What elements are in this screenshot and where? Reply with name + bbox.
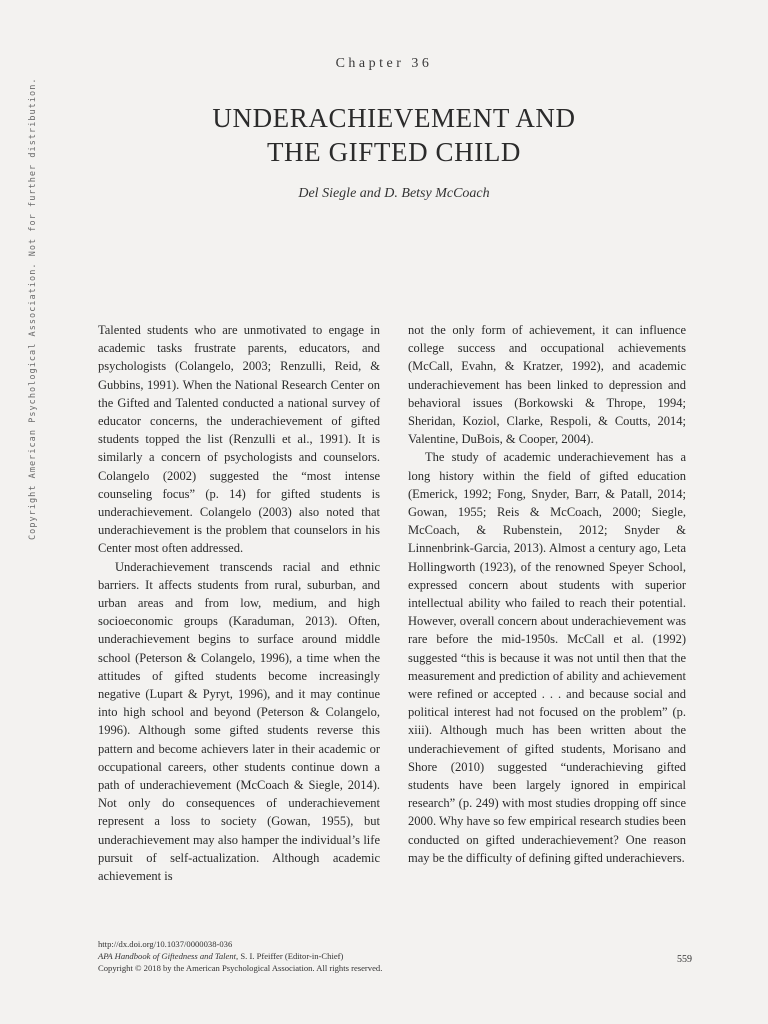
page-number: 559 <box>677 954 692 965</box>
author-line: Del Siegle and D. Betsy McCoach <box>298 186 490 201</box>
paragraph: Underachievement transcends racial and ethnic barriers. It affects students from rural, suburban, and urban areas and from low, medium, and high socioeconomic groups (Karaduman, 2013). Often, underachievement begins to surface around middle school (Peterson & Colangelo, 1996), a time when the attitudes of gifted students become increasingly negative (Lupart & Pyryt, 1996), and it may continue into high school and beyond (Peterson & Colangelo, 1996). Although some gifted students reverse this pattern and become achievers later in their academic or occupational careers, other students continue down a path of underachievement (McCoach & Siegle, 2014). Not only do consequences of underachievement represent a loss to society (Gowan, 1955), but underachievement may also hamper the individual’s life pursuit of self-actualization. Although academic achievement is <box>98 559 380 884</box>
paragraph: The study of academic underachievement has a long history within the field of gifted education (Emerick, 1992; Fong, Snyder, Barr, & Patall, 2014; Gowan, 1955; Reis & McCoach, 2000; Siegle, McCoach, & Rubenstein, 2012; Snyder & Linnenbrink-Garcia, 2013). Almost a century ago, Leta Hollingworth (1923), of the renowned Speyer School, expressed concern about students with superior intellectual ability who failed to reach their potential. However, overall concern about underachievement was rare before the mid-1950s. McCall et al. (1992) suggested “this is because it was not until then that the measurement and prediction of ability and achievement were refined or accepted . . . and because social and political interest had not focused on the problem” (p. xiii). Although much has been written about the underachievement of gifted students, Morisano and Shore (2010) suggested “underachieving gifted students have been largely ignored in empirical research” (p. 249) with most studies dropping off since 2000. Why have so few empirical research studies been conducted on gifted underachievement? One reason may be the difficulty of defining gifted underachievers. <box>408 450 686 865</box>
title-line-1: UNDERACHIEVEMENT AND <box>212 103 576 133</box>
book-title: APA Handbook of Giftedness and Talent, <box>98 951 239 961</box>
copyright-sidebar: Copyright American Psychological Association. Not for further distribution. <box>28 77 38 540</box>
citation-line <box>98 950 578 962</box>
right-column <box>408 321 686 867</box>
paragraph: Talented students who are unmotivated to engage in academic tasks frustrate parents, educators, and psychologists (Colangelo, 2003; Renzulli, Reid, & Gubbins, 1991). When the National Research Center on the Gifted and Talented conducted a national survey of educator concerns, the underachievement of gifted students topped the list (Renzulli et al., 1991). It is similarly a concern of psychologists and counselors. Colangelo (2002) suggested the “most intense counseling focus” (p. 14) for gifted students is underachievement. Colangelo (2003) also noted that underachievement is the problem that counselors in his Center most often addressed. <box>98 323 380 556</box>
doi-link[interactable]: http://dx.doi.org/10.1037/0000038-036 <box>98 939 233 949</box>
chapter-title <box>0 101 768 169</box>
copyright-line: Copyright © 2018 by the American Psychological Association. All rights reserved. <box>98 963 383 973</box>
chapter-label: Chapter 36 <box>335 56 433 71</box>
book-editor: S. I. Pfeiffer (Editor-in-Chief) <box>238 951 344 961</box>
left-column <box>98 321 380 885</box>
title-line-2: THE GIFTED CHILD <box>266 137 522 167</box>
page-footer <box>98 938 578 974</box>
paragraph: not the only form of achievement, it can influence college success and occupational achievements (McCall, Evahn, & Kratzer, 1992), and academic underachievement has been linked to depression and behavioral issues (Borkowski & Thrope, 1994; Sheridan, Koziol, Clarke, Respoli, & Coutts, 2014; Valentine, DuBois, & Cooper, 2004). <box>408 323 686 447</box>
